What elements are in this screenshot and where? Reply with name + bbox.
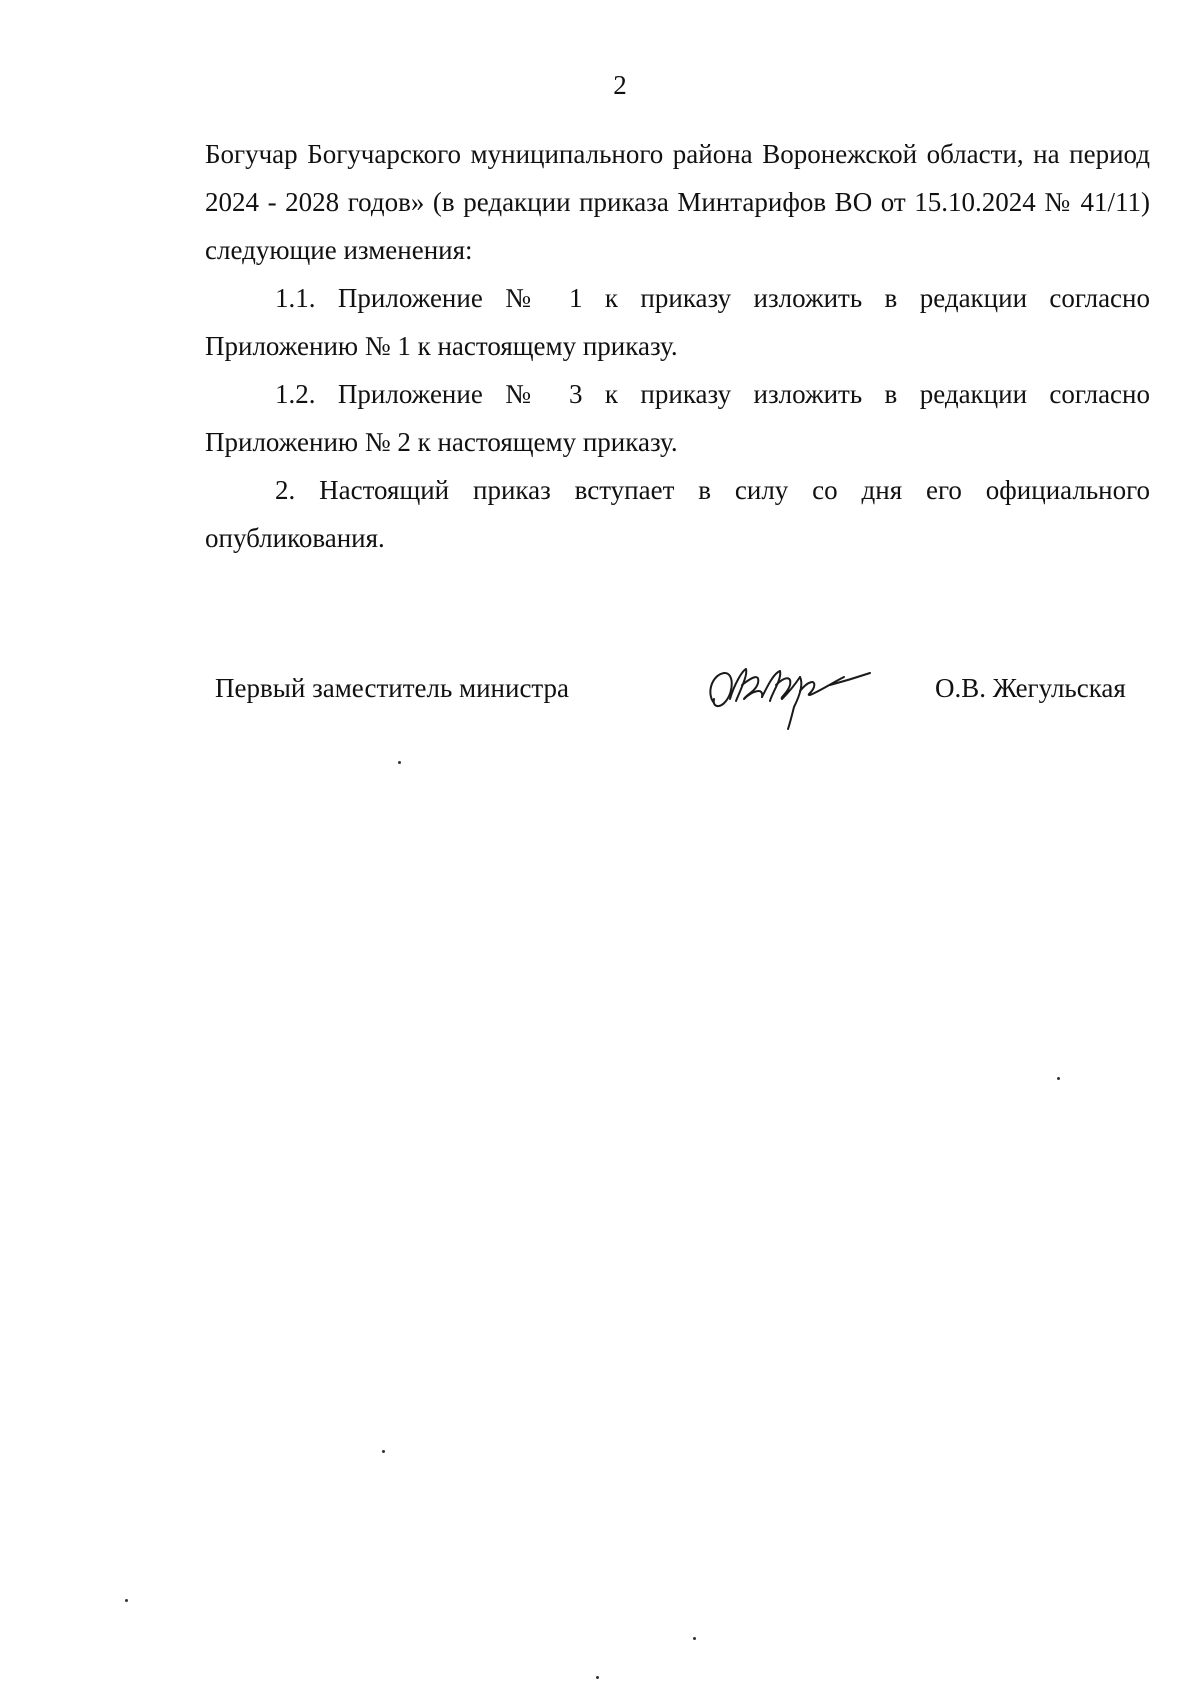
signatory-position: Первый заместитель министра bbox=[215, 673, 570, 703]
scan-speck bbox=[125, 1599, 128, 1602]
paragraph-item-1-2: 1.2. Приложение № 3 к приказу изложить в редакции согласно Приложению № 2 к настоящему приказу. bbox=[205, 379, 1150, 457]
handwritten-signature-icon bbox=[700, 655, 880, 735]
signature-block bbox=[0, 655, 1200, 735]
paragraph-intro-continuation: Богучар Богучарского муниципального района Воронежской области, на период 2024 - 2028 годов» (в редакции приказа Минтарифов ВО от 15.10.2024 № 41/11) следующие изменения: bbox=[205, 139, 1150, 265]
page-number: 2 bbox=[613, 70, 627, 100]
scan-speck bbox=[596, 1676, 599, 1679]
signatory-name: О.В. Жегульская bbox=[935, 673, 1126, 703]
scan-speck bbox=[398, 761, 401, 764]
paragraph-item-1-1: 1.1. Приложение № 1 к приказу изложить в редакции согласно Приложению № 1 к настоящему приказу. bbox=[205, 283, 1150, 361]
scan-speck bbox=[693, 1637, 696, 1640]
scan-speck bbox=[382, 1450, 385, 1453]
document-body bbox=[205, 130, 1150, 562]
scan-speck bbox=[1057, 1077, 1060, 1080]
paragraph-item-2: 2. Настоящий приказ вступает в силу со дня его официального опубликования. bbox=[205, 475, 1150, 553]
